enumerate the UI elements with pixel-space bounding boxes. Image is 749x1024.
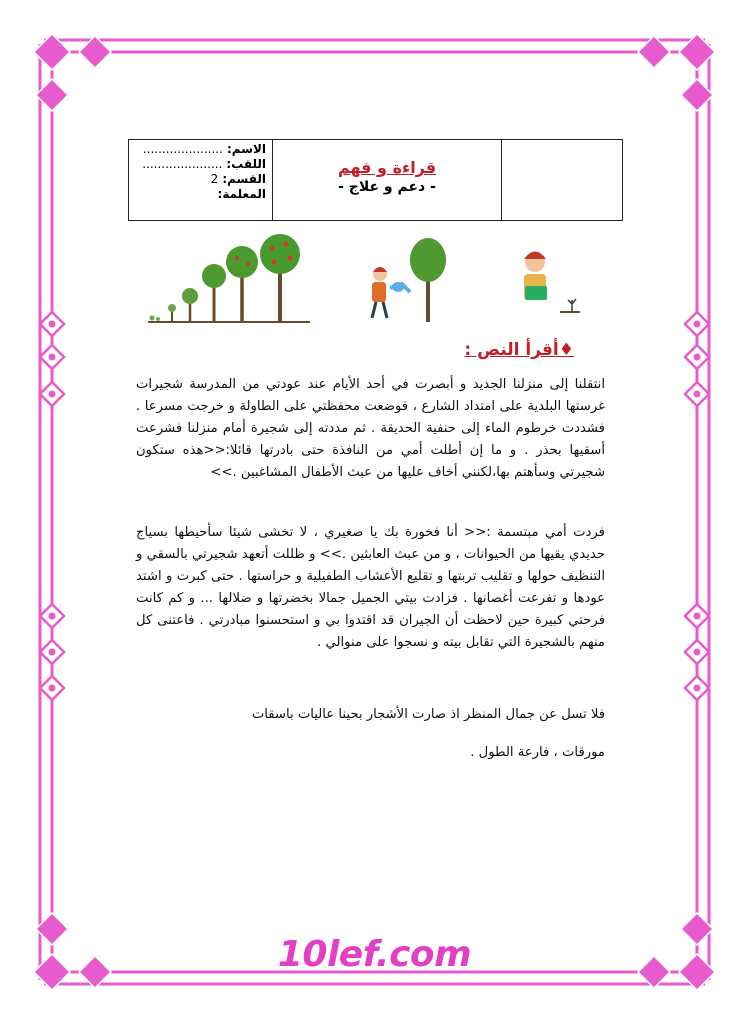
text-paragraph-2: فردت أمي مبتسمة :<< أنا فخورة بك يا صغيري ، لا تخشى شيئا سأحيطها بسياج حديدي يقيها من الحيوانات ، و من عبث العابثين .>> و ظللت أتعهد شجيرتي بالسقي و التنظيف حولها و تقليب تربتها و تقليع الأعشاب الطفيلية و حراستها . حتى كبرت و اشتد عودها و تفرعت أغصانها . فزادت بيتي الجميل جمالا بخضرتها و ضلالها ... و كم كانت فرحتي كبيرة حين لاحظت أن الجيران قد اقتدوا بي و استحسنوا مبادرتي . فاعتنى كل منهم بالشجيرة التي تقابل بيته و نسجوا على منوالي . bbox=[136, 525, 605, 650]
name-field: الاسم: ..................... bbox=[142, 142, 266, 156]
header-title-cell bbox=[272, 140, 501, 220]
section-title: ♦أقرأ النص : bbox=[464, 340, 574, 360]
text-paragraph-4: مورقات ، فارعة الطول . bbox=[470, 745, 605, 760]
tree-growth-illustration bbox=[140, 232, 580, 332]
student-info-cell bbox=[129, 140, 272, 220]
teacher-field: المعلمة: bbox=[217, 187, 266, 201]
text-paragraph-3: فلا تسل عن جمال المنظر اذ صارت الأشجار بحينا عاليات باسقات bbox=[251, 707, 605, 722]
site-watermark: 10lef.com bbox=[277, 934, 472, 975]
text-paragraph-1: انتقلنا إلى منزلنا الجديد و أبصرت في أحد الأيام عند عودتي من المدرسة شجيرات غرستها البلدية على امتداد الشارع ، فوضعت محفظتي على الطاولة و خرجت مسرعا . فشددت خرطوم الماء إلى حنفية الحديقة . ثم مددته إلى شجيرة أمام منزلنا فشرعت أسقيها بحذر . و ما إن أطلت أمي من النافذة حتى بادرتها قائلا:<<هذه ستكون شجيرتي وسأهتم بها،لكنني أخاف عليها من عبث الأطفال المشاغبين .>> bbox=[136, 377, 605, 480]
header-empty-cell bbox=[501, 140, 622, 220]
surname-field: اللقب: ..................... bbox=[142, 157, 266, 171]
child-planting-image bbox=[524, 252, 580, 313]
growth-stages-image bbox=[148, 234, 310, 322]
lesson-title: قراءة و فهم bbox=[337, 158, 437, 177]
header-table bbox=[128, 139, 623, 221]
boy-watering-tree-image bbox=[372, 238, 446, 322]
lesson-subtitle: - دعم و علاج - bbox=[338, 179, 436, 195]
class-field: القسم: 2 bbox=[210, 172, 266, 186]
